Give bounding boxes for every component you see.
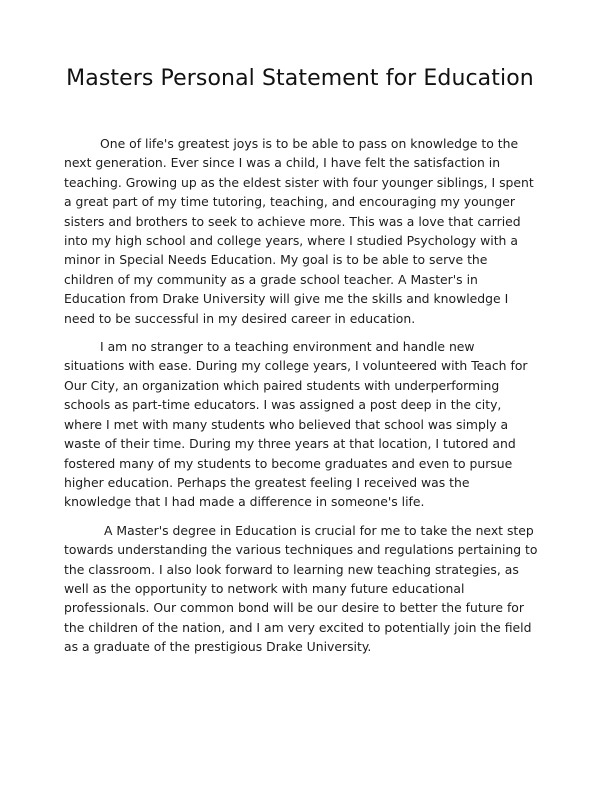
document-title: Masters Personal Statement for Education: [66, 66, 534, 91]
paragraph-2: I am no stranger to a teaching environment and handle new situations with ease. During my college years, I volunteered with Teach for Our City, an organization which paired students with underperforming schools as part-time educators. I was assigned a post deep in the city, where I met with many students who believed that school was simply a waste of their time. During my three years at that location, I tutored and fostered many of my students to become graduates and even to pursue higher education. Perhaps the greatest feeling I received was the knowledge that I had made a difference in someone's life.: [64, 339, 528, 510]
document-body: [64, 134, 538, 666]
paragraph-1: One of life's greatest joys is to be able to pass on knowledge to the next generation. Ever since I was a child, I have felt the satisfaction in teaching. Growing up as the eldest sister with four younger siblings, I spent a great part of my time tutoring, teaching, and encouraging my younger sisters and brothers to seek to achieve more. This was a love that carried into my high school and college years, where I studied Psychology with a minor in Special Needs Education. My goal is to be able to serve the children of my community as a grade school teacher. A Master's in Education from Drake University will give me the skills and knowledge I need to be successful in my desired career in education.: [64, 136, 534, 326]
paragraph-3: A Master's degree in Education is crucial for me to take the next step towards understanding the various techniques and regulations pertaining to the classroom. I also look forward to learning new teaching strategies, as well as the opportunity to network with many future educational professionals. Our common bond will be our desire to better the future for the children of the nation, and I am very excited to potentially join the field as a graduate of the prestigious Drake University.: [64, 522, 538, 655]
